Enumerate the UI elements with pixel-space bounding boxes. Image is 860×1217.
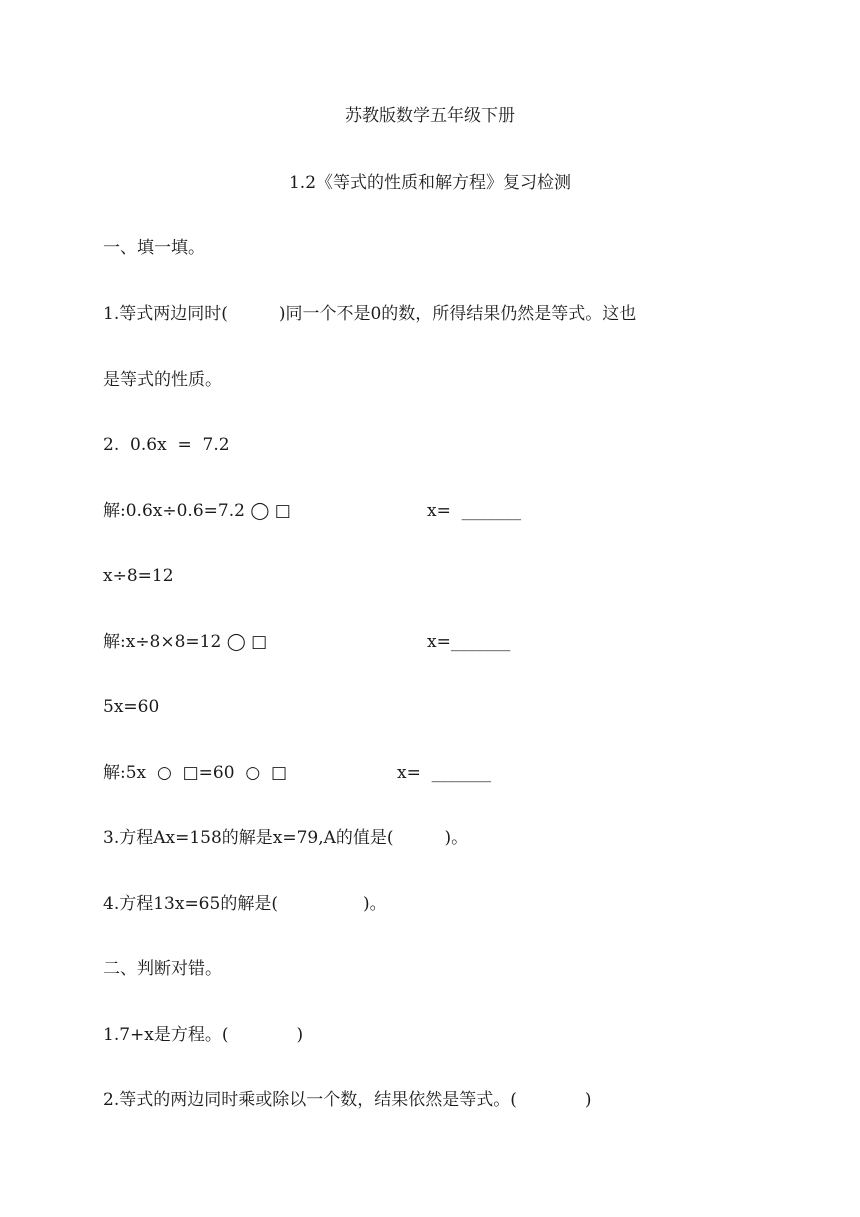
question-2-label: 2. 0.6x = 7.2 <box>103 435 230 455</box>
section-heading-true-false: 二、判断对错。 <box>103 959 222 979</box>
question-2c-solution: 解:5x ○ □=60 ○ □ <box>103 763 288 783</box>
question-1-line-1: 1.等式两边同时( )同一个不是0的数，所得结果仍然是等式。这也 <box>103 304 637 324</box>
question-1-line-2: 是等式的性质。 <box>103 370 222 390</box>
question-4: 4.方程13x=65的解是( )。 <box>103 894 387 914</box>
judgement-question-1: 1.7+x是方程。( ) <box>103 1025 304 1045</box>
question-2b-answer-blank: x=_______ <box>427 632 511 652</box>
question-2a-answer-blank: x= _______ <box>427 501 522 521</box>
question-2b-solution: 解:x÷8×8=12 ◯ □ <box>103 632 268 652</box>
question-2c-answer-blank: x= _______ <box>397 763 492 783</box>
judgement-question-2: 2.等式的两边同时乘或除以一个数，结果依然是等式。( ) <box>103 1090 592 1110</box>
document-subtitle: 1.2《等式的性质和解方程》复习检测 <box>288 173 572 193</box>
section-heading-fill-in: 一、填一填。 <box>103 238 205 258</box>
document-title: 苏教版数学五年级下册 <box>345 106 515 126</box>
question-2c-equation: 5x=60 <box>103 697 160 717</box>
question-3: 3.方程Ax=158的解是x=79,A的值是( )。 <box>103 828 469 848</box>
question-2b-equation: x÷8=12 <box>103 566 174 586</box>
question-2a-solution: 解:0.6x÷0.6=7.2 ◯ □ <box>103 501 291 521</box>
